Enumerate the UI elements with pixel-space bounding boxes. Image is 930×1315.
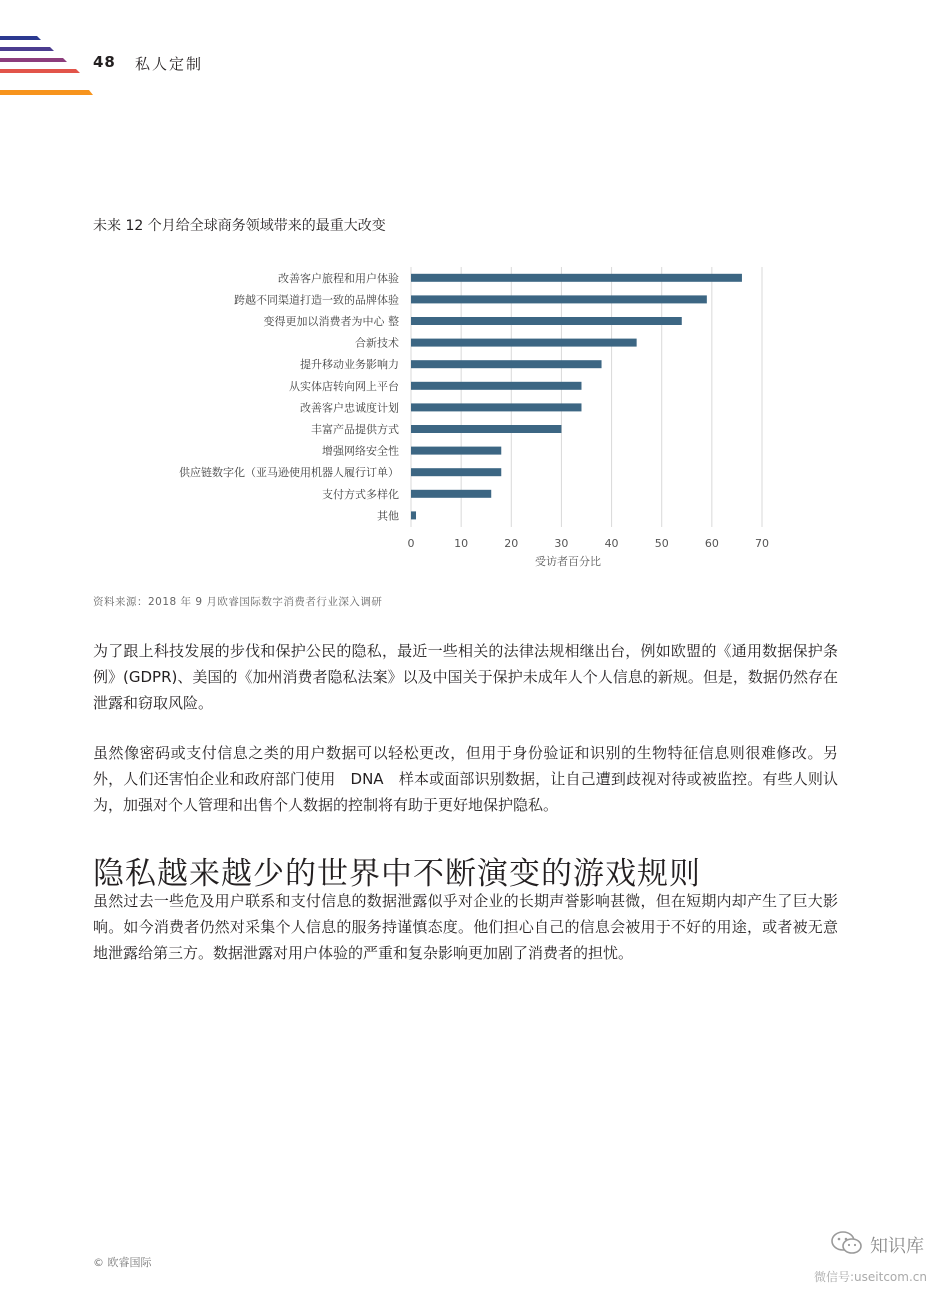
bar-7 — [411, 425, 561, 433]
bar-chart — [0, 255, 930, 585]
watermark-subtitle: 微信号:useitcom.cn — [814, 1270, 927, 1284]
x-axis-label: 受访者百分比 — [535, 555, 601, 568]
bar-6 — [411, 403, 581, 411]
category-label: 支付方式多样化 — [322, 487, 399, 501]
bar-4 — [411, 360, 602, 368]
chart-source: 资料来源：2018 年 9 月欧睿国际数字消费者行业深入调研 — [93, 596, 383, 608]
category-label: 其他 — [377, 509, 399, 523]
paragraph-privacy-laws: 为了跟上科技发展的步伐和保护公民的隐私，最近一些相关的法律法规相继出台，例如欧盟的《通用数据保护条例》(GDPR)、美国的《加州消费者隐私法案》以及中国关于保护未成年人个人信息的新规。但是，数据仍然存在泄露和窃取风险。 — [93, 642, 838, 712]
x-tick-label: 50 — [654, 537, 669, 550]
bar-9 — [411, 468, 501, 476]
category-label: 跨越不同渠道打造一致的品牌体验 — [234, 293, 399, 307]
x-tick-label: 70 — [755, 537, 769, 550]
x-tick-label: 60 — [704, 537, 719, 550]
x-tick-label: 0 — [407, 537, 415, 550]
category-label: 供应链数字化（亚马逊使用机器人履行订单） — [179, 466, 399, 480]
x-tick-label: 20 — [504, 537, 519, 550]
bar-3 — [411, 339, 637, 347]
category-label: 从实体店转向网上平台 — [289, 379, 399, 393]
stripe-1 — [0, 36, 41, 40]
section-title: 私人定制 — [135, 55, 204, 73]
section-heading: 隐私越来越少的世界中不断演变的游戏规则 — [93, 856, 701, 892]
wechat-icon — [830, 1230, 864, 1256]
bar-10 — [411, 490, 491, 498]
x-tick-label: 10 — [454, 537, 469, 550]
page-number: 48 — [93, 53, 116, 71]
category-label: 改善客户旅程和用户体验 — [278, 271, 399, 285]
bar-8 — [411, 447, 501, 455]
bar-5 — [411, 382, 581, 390]
bar-2 — [411, 317, 682, 325]
paragraph-biometric-data: 虽然像密码或支付信息之类的用户数据可以轻松更改，但用于身份验证和识别的生物特征信息则很难修改。另外，人们还害怕企业和政府部门使用 DNA 样本或面部识别数据，让自己遭到歧视对待或被监控。有些人则认为，加强对个人管理和出售个人数据的控制将有助于更好地保护隐私。 — [93, 744, 838, 814]
category-label: 改善客户忠诚度计划 — [300, 401, 399, 415]
paragraph-data-breach: 虽然过去一些危及用户联系和支付信息的数据泄露似乎对企业的长期声誉影响甚微，但在短期内却产生了巨大影响。如今消费者仍然对采集个人信息的服务持谨慎态度。他们担心自己的信息会被用于不好的用途，或者被无意地泄露给第三方。数据泄露对用户体验的严重和复杂影响更加剧了消费者的担忧。 — [93, 892, 838, 962]
stripe-4 — [0, 69, 80, 73]
category-label: 合新技术 — [355, 336, 399, 350]
bar-11 — [411, 511, 416, 519]
chart-title: 未来 12 个月给全球商务领域带来的最重大改变 — [93, 218, 386, 234]
category-label: 增强网络安全性 — [322, 444, 399, 458]
stripe-2 — [0, 47, 54, 51]
x-tick-label: 30 — [554, 537, 569, 550]
category-label: 提升移动业务影响力 — [300, 358, 399, 372]
watermark-brand: 知识库 — [870, 1236, 924, 1257]
stripe-5 — [0, 90, 93, 95]
header-stripes — [0, 0, 100, 100]
bar-1 — [411, 295, 707, 303]
watermark — [810, 1228, 930, 1308]
copyright-footer: © 欧睿国际 — [93, 1256, 152, 1269]
x-tick-label: 40 — [604, 537, 619, 550]
category-label: 丰富产品提供方式 — [311, 423, 399, 436]
stripe-3 — [0, 58, 67, 62]
category-label: 变得更加以消费者为中心 整 — [263, 315, 399, 328]
bar-0 — [411, 274, 742, 282]
